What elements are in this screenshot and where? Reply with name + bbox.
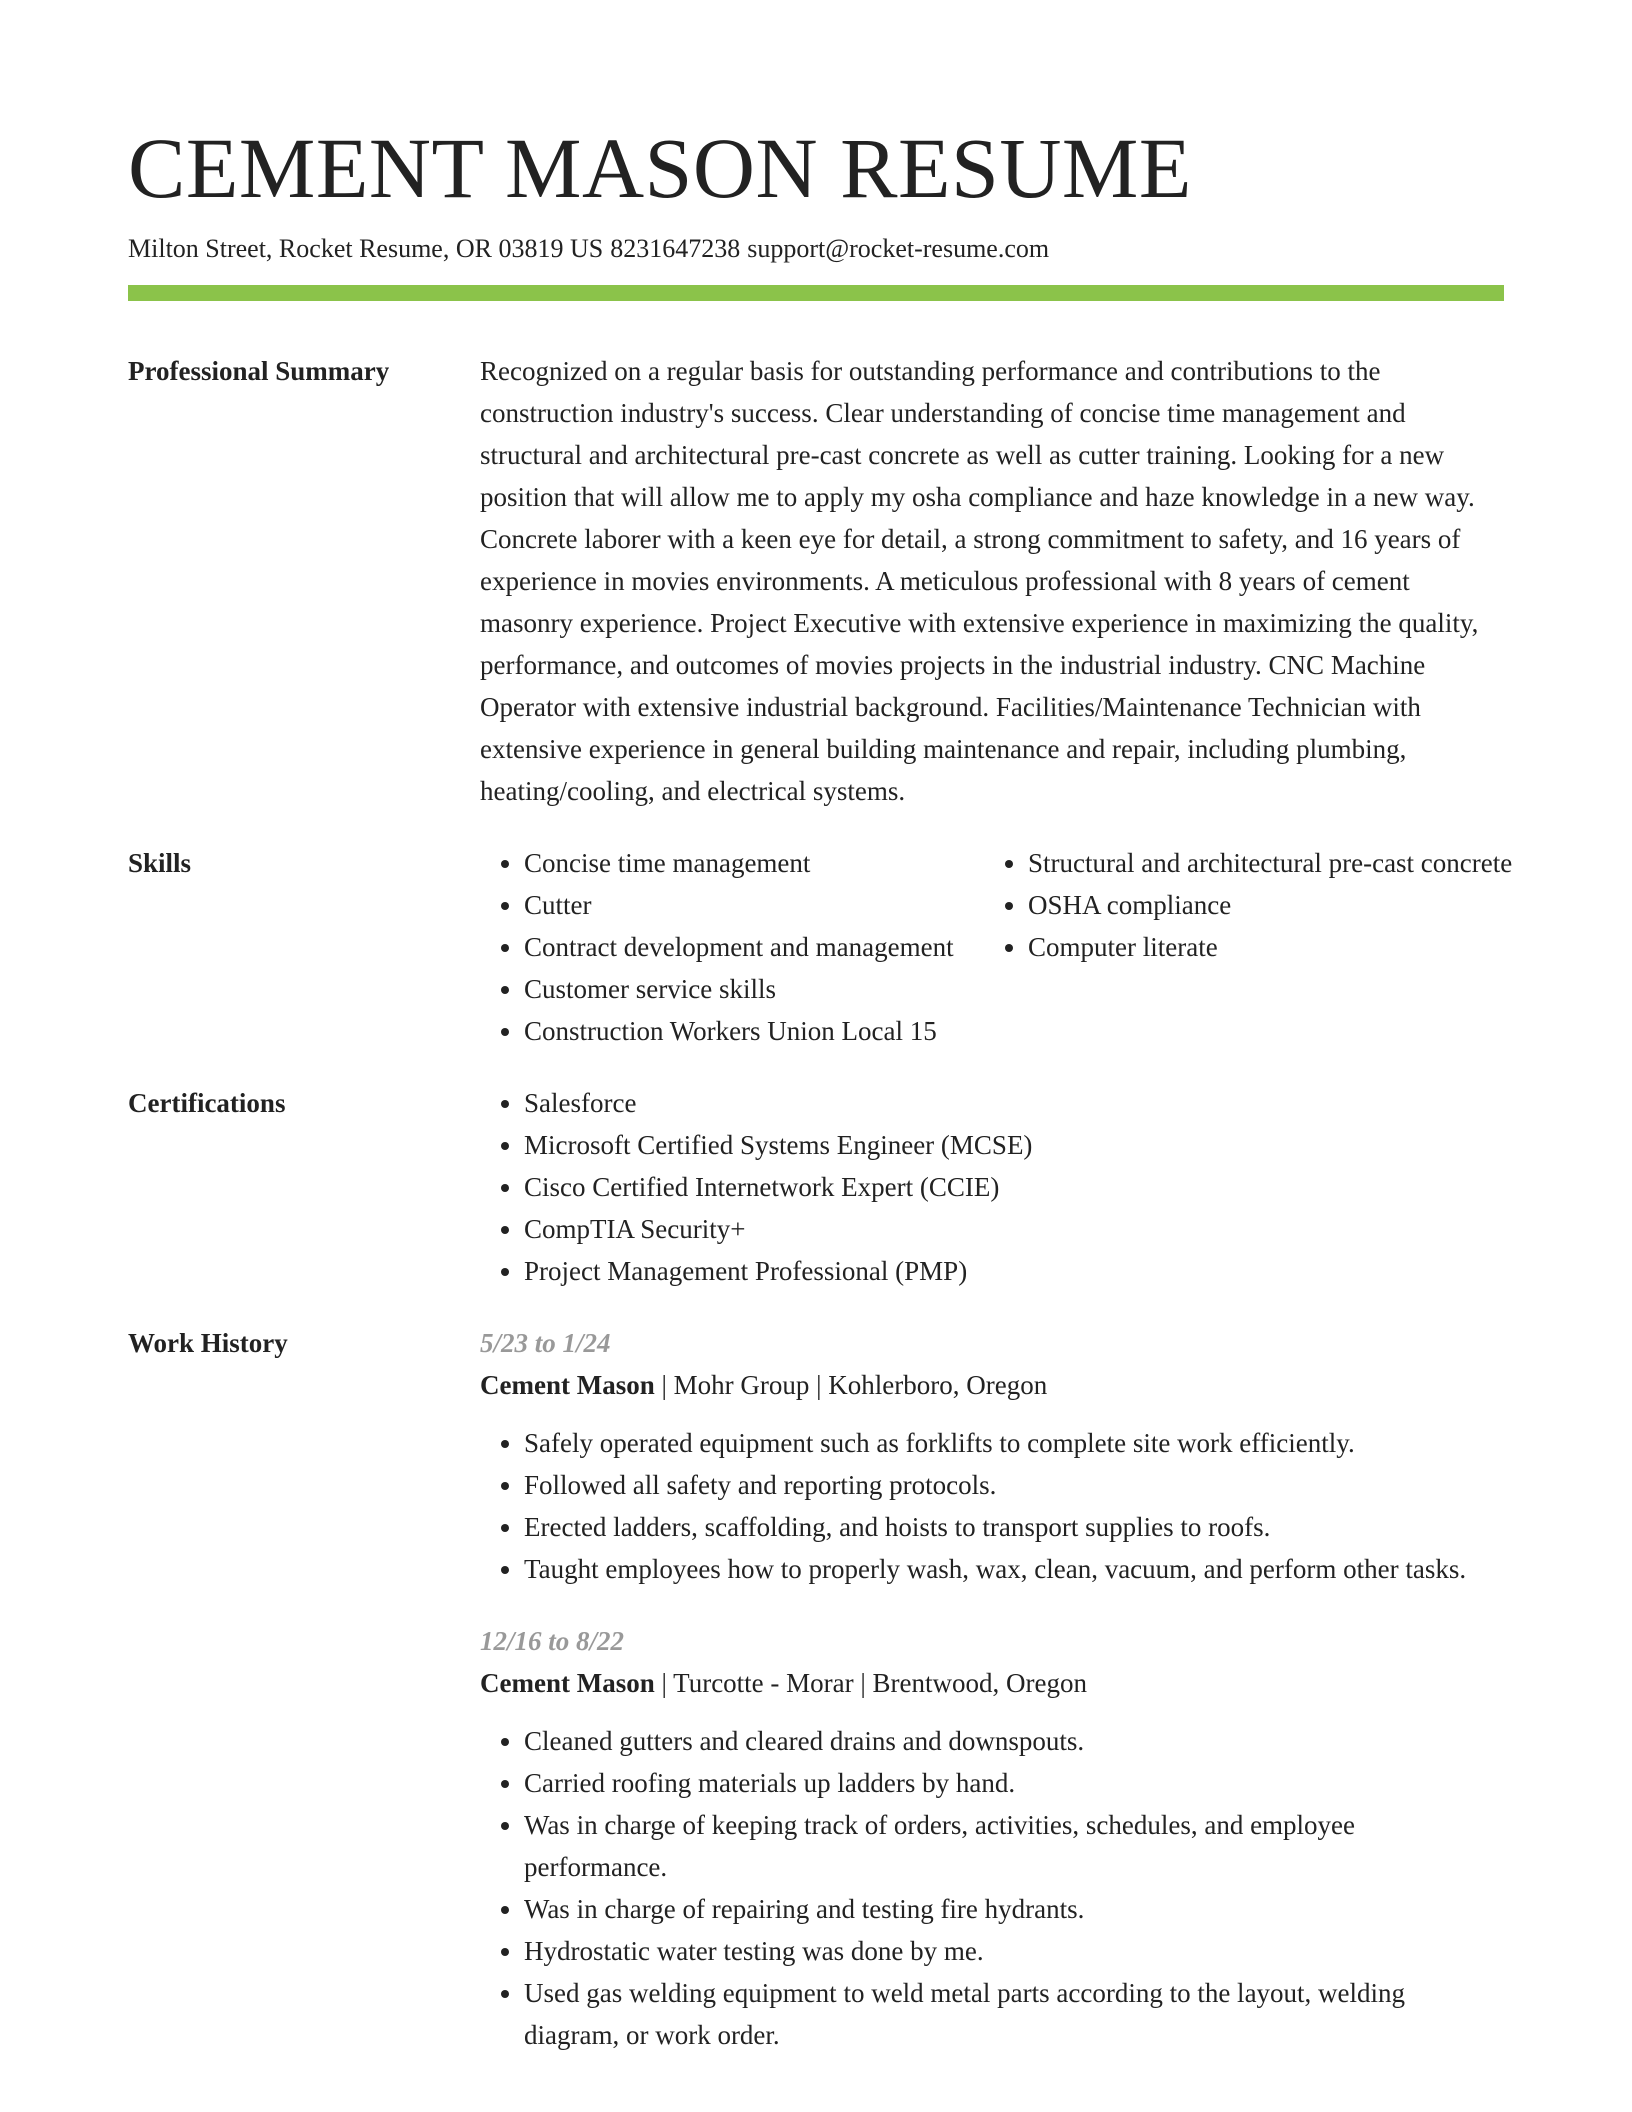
skill-item: • OSHA compliance — [1028, 884, 1532, 926]
certifications-section — [128, 1082, 1504, 1292]
contact-email: support@rocket-resume.com — [747, 234, 1050, 263]
skill-item: • Customer service skills — [524, 968, 984, 1010]
job-location: Brentwood, Oregon — [872, 1668, 1088, 1698]
job-duty-item: • Used gas welding equipment to weld metal parts according to the layout, welding diagram, or work order. — [524, 1972, 1504, 2056]
resume-title: CEMENT MASON RESUME — [128, 120, 1192, 216]
work-history-body — [480, 1322, 1504, 2056]
job-role: Cement Mason — [480, 1668, 655, 1698]
job-company: Turcotte - Morar — [673, 1668, 854, 1698]
certification-item: • CompTIA Security+ — [524, 1208, 1504, 1250]
contact-line — [128, 232, 1049, 266]
certifications-heading: Certifications — [128, 1088, 286, 1118]
job-dates: 12/16 to 8/22 — [480, 1626, 625, 1656]
job-duty-item: • Carried roofing materials up ladders by hand. — [524, 1762, 1504, 1804]
job-heading: Cement Mason | Turcotte - Morar | Brentwood, Oregon — [480, 1668, 1088, 1698]
skills-body — [480, 842, 1513, 1052]
job-duty-item: • Followed all safety and reporting protocols. — [524, 1464, 1504, 1506]
job-duties — [480, 1720, 1504, 2056]
skill-item: • Computer literate — [1028, 926, 1532, 968]
skills-heading: Skills — [128, 848, 192, 878]
resume-sections — [128, 350, 1513, 2056]
job-duty-item: • Taught employees how to properly wash, wax, clean, vacuum, and perform other tasks. — [524, 1548, 1504, 1590]
skill-item: • Concise time management — [524, 842, 984, 884]
job-duty-item: • Cleaned gutters and cleared drains and downspouts. — [524, 1720, 1504, 1762]
skill-item: • Contract development and management — [524, 926, 984, 968]
job-company: Mohr Group — [673, 1370, 810, 1400]
summary-heading: Professional Summary — [128, 356, 390, 386]
skill-item: • Cutter — [524, 884, 984, 926]
summary-body — [480, 350, 1504, 812]
job-duties — [480, 1422, 1504, 1590]
job-role: Cement Mason — [480, 1370, 655, 1400]
summary-text: Recognized on a regular basis for outstanding performance and contributions to the construction industry's success. Clear understanding of concise time management and structural and architectural pre-cast concrete as well as cutter training. Looking for a new position that will allow me to apply my osha compliance and haze knowledge in a new way. Concrete laborer with a keen eye for detail, a strong commitment to safety, and 16 years of experience in movies environments. A meticulous professional with 8 years of cement masonry experience. Project Executive with extensive experience in maximizing the quality, performance, and outcomes of movies projects in the industrial industry. CNC Machine Operator with extensive industrial background. Facilities/Maintenance Technician with extensive experience in general building maintenance and repair, including plumbing, heating/cooling, and electrical systems. — [480, 356, 1479, 806]
job-dates: 5/23 to 1/24 — [480, 1328, 611, 1358]
skill-item: • Structural and architectural pre-cast concrete — [1028, 842, 1532, 884]
certifications-body — [480, 1082, 1504, 1292]
skills-list-left — [480, 842, 984, 1052]
work-history-section — [128, 1322, 1504, 2056]
certification-item: • Project Management Professional (PMP) — [524, 1250, 1504, 1292]
summary-section — [128, 350, 1504, 812]
job-entry — [480, 1322, 1504, 1590]
skills-list-right — [984, 842, 1532, 1052]
skill-item: • Construction Workers Union Local 15 — [524, 1010, 984, 1052]
header-divider — [128, 285, 1504, 301]
job-heading: Cement Mason | Mohr Group | Kohlerboro, Oregon — [480, 1370, 1048, 1400]
job-duty-item: • Safely operated equipment such as forklifts to complete site work efficiently. — [524, 1422, 1504, 1464]
certification-item: • Cisco Certified Internetwork Expert (CCIE) — [524, 1166, 1504, 1208]
job-location: Kohlerboro, Oregon — [828, 1370, 1048, 1400]
skills-section — [128, 842, 1513, 1052]
certifications-list — [480, 1082, 1504, 1292]
certification-item: • Microsoft Certified Systems Engineer (MCSE) — [524, 1124, 1504, 1166]
job-duty-item: • Was in charge of keeping track of orders, activities, schedules, and employee performance. — [524, 1804, 1504, 1888]
job-duty-item: • Was in charge of repairing and testing fire hydrants. — [524, 1888, 1504, 1930]
job-duty-item: • Hydrostatic water testing was done by me. — [524, 1930, 1504, 1972]
certification-item: • Salesforce — [524, 1082, 1504, 1124]
job-entry — [480, 1620, 1504, 2056]
work-history-heading: Work History — [128, 1328, 288, 1358]
contact-address: Milton Street, Rocket Resume, OR 03819 US — [128, 234, 604, 263]
contact-phone: 8231647238 — [610, 234, 741, 263]
job-duty-item: • Erected ladders, scaffolding, and hoists to transport supplies to roofs. — [524, 1506, 1504, 1548]
